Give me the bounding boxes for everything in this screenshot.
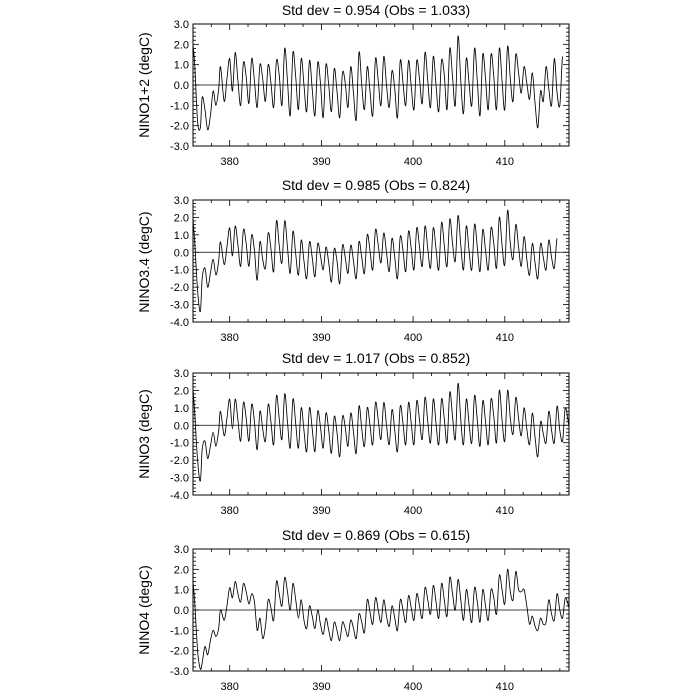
y-axis-label: NINO3.4 (degC)	[136, 211, 152, 313]
y-tick-label: -1.0	[170, 264, 189, 277]
y-tick-label: -3.0	[170, 299, 189, 312]
y-tick-label: -4.0	[170, 490, 189, 502]
y-tick-label: 1.0	[173, 402, 189, 415]
y-tick-label: 0.0	[173, 420, 189, 433]
plot-area	[170, 544, 569, 693]
series-line	[193, 569, 569, 669]
x-tick-label: 410	[495, 332, 514, 344]
x-tick-label: 410	[495, 681, 514, 693]
panel-title: Std dev = 1.017 (Obs = 0.852)	[281, 350, 471, 366]
y-axis-label: NINO3 (degC)	[136, 389, 152, 479]
y-tick-label: -2.0	[170, 120, 189, 133]
series-line	[193, 210, 557, 312]
plot-area	[170, 19, 569, 168]
y-tick-label: -1.0	[170, 100, 189, 113]
plot-area	[170, 195, 569, 344]
x-tick-label: 380	[220, 505, 239, 517]
x-tick-label: 400	[403, 681, 423, 693]
y-tick-label: 1.0	[173, 229, 189, 242]
y-tick-label: -2.0	[170, 645, 189, 658]
y-tick-label: 2.0	[173, 212, 189, 225]
y-tick-label: -3.0	[170, 666, 189, 678]
y-axis-label: NINO4 (degC)	[136, 565, 152, 655]
y-tick-label: 0.0	[173, 80, 189, 92]
x-tick-label: 410	[495, 156, 514, 168]
x-tick-label: 400	[403, 505, 423, 517]
y-tick-label: 3.0	[173, 368, 189, 380]
y-tick-label: 3.0	[173, 19, 189, 31]
x-tick-label: 380	[220, 681, 239, 693]
y-tick-label: -1.0	[170, 625, 189, 638]
y-tick-label: 2.0	[173, 385, 189, 398]
panel-title: Std dev = 0.869 (Obs = 0.615)	[281, 527, 471, 543]
x-tick-label: 390	[312, 505, 331, 517]
y-tick-label: 1.0	[173, 584, 189, 597]
x-tick-label: 410	[495, 505, 514, 517]
x-tick-label: 380	[220, 156, 239, 168]
y-axis-label: NINO1+2 (degC)	[136, 32, 152, 138]
x-tick-label: 390	[312, 156, 331, 168]
x-tick-label: 380	[220, 332, 239, 344]
y-tick-label: -2.0	[170, 282, 189, 295]
x-tick-label: 400	[403, 332, 423, 344]
y-tick-label: 2.0	[173, 564, 189, 577]
y-tick-label: 0.0	[173, 247, 189, 260]
y-tick-label: 3.0	[173, 195, 189, 207]
y-tick-label: -3.0	[170, 472, 189, 485]
y-tick-label: 0.0	[173, 605, 189, 617]
x-tick-label: 400	[403, 156, 423, 168]
panel-nino4	[136, 527, 569, 693]
y-tick-label: 1.0	[173, 59, 189, 72]
panel-nino3	[136, 350, 569, 517]
y-tick-label: 3.0	[173, 544, 189, 556]
x-tick-label: 390	[312, 332, 331, 344]
series-line	[193, 383, 569, 481]
panel-title: Std dev = 0.954 (Obs = 1.033)	[281, 2, 471, 18]
y-tick-label: 2.0	[173, 39, 189, 52]
plot-area	[170, 368, 569, 517]
y-tick-label: -1.0	[170, 437, 189, 450]
series-line	[193, 36, 563, 130]
panel-nino12	[136, 2, 569, 168]
panel-nino34	[136, 177, 569, 344]
y-tick-label: -2.0	[170, 455, 189, 468]
y-tick-label: -3.0	[170, 141, 189, 153]
panel-title: Std dev = 0.985 (Obs = 0.824)	[281, 177, 471, 193]
y-tick-label: -4.0	[170, 317, 189, 329]
x-tick-label: 390	[312, 681, 331, 693]
